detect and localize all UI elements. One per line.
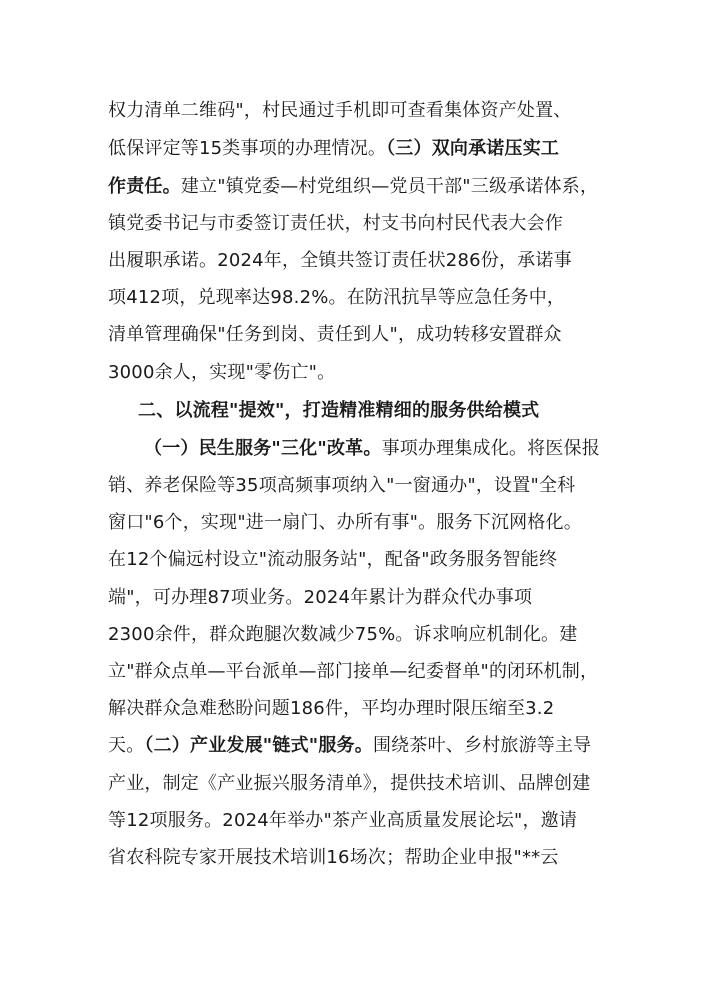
text-line (108, 246, 603, 276)
text-span: 省农科院专家开展技术培训16场次；帮助企业申报"**云 (108, 847, 559, 868)
text-span: 等12项服务。2024年举办"茶产业高质量发展论坛"，邀请 (108, 810, 578, 831)
text-span: 解决群众急难愁盼问题186件，平均办理时限压缩至3.2 (108, 698, 555, 719)
text-span: 在12个偏远村设立"流动服务站"，配备"政务服务智能终 (108, 549, 558, 570)
text-line (108, 209, 603, 239)
text-span: 清单管理确保"任务到岗、责任到人"，成功转移安置群众 (108, 324, 562, 345)
text-line (108, 843, 603, 873)
text-line (108, 172, 603, 202)
text-span: 销、养老保险等35项高频事项纳入"一窗通办"，设置"全科 (108, 475, 576, 496)
text-span: 围绕茶叶、乡村旅游等主导 (372, 735, 592, 756)
section-subheading: 作责任。 (108, 176, 181, 197)
heading-text: 二、以流程"提效"，打造精准精细的服务供给模式 (138, 400, 540, 421)
text-span: 镇党委书记与市委签订责任状，村支书向村民代表大会作 (108, 213, 563, 234)
text-span: 权力清单二维码"，村民通过手机即可查看集体资产处置、 (108, 100, 572, 121)
text-span: 2300余件，群众跑腿次数减少75%。诉求响应机制化。建 (108, 624, 578, 645)
text-span: 低保评定等15类事项的办理情况。 (108, 138, 387, 159)
text-line (108, 96, 603, 126)
text-line (108, 545, 603, 575)
text-line (108, 471, 603, 501)
text-line (108, 806, 603, 836)
text-line (108, 283, 603, 313)
text-line (108, 508, 603, 538)
text-span: 3000余人，实现"零伤亡"。 (108, 362, 336, 383)
text-line (108, 657, 603, 687)
text-span: 产业，制定《产业振兴服务清单》，提供技术培训、品牌创建 (108, 773, 591, 794)
text-line (144, 434, 603, 464)
text-span: 建立"镇党委—村党组织—党员干部"三级承诺体系， (180, 176, 599, 197)
text-span: 事项办理集成化。将医保报 (381, 438, 600, 459)
text-line (108, 769, 603, 799)
text-line (108, 694, 603, 724)
text-line (108, 583, 603, 613)
text-span: 天。 (108, 735, 145, 756)
section-subheading: （二）产业发展"链式"服务。 (144, 735, 373, 756)
text-span: 立"群众点单—平台派单—部门接单—纪委督单"的闭环机制， (108, 661, 599, 682)
text-span: 项412项，兑现率达98.2%。在防汛抗旱等应急任务中， (108, 287, 566, 308)
text-line (108, 358, 603, 388)
text-line (108, 731, 603, 761)
text-span: 端"，可办理87项业务。2024年累计为群众代办事项 (108, 587, 533, 608)
text-line (108, 134, 603, 164)
text-line (108, 320, 603, 350)
section-subheading: （一）民生服务"三化"改革。 (144, 438, 382, 459)
text-line (108, 620, 603, 650)
section-subheading: （三）双向承诺压实工 (386, 138, 560, 159)
text-span: 出履职承诺。2024年，全镇共签订责任状286份，承诺事 (108, 250, 572, 271)
text-span: 窗口"6个，实现"进一扇门、办所有事"。服务下沉网格化。 (108, 512, 582, 533)
section-heading (138, 396, 603, 426)
